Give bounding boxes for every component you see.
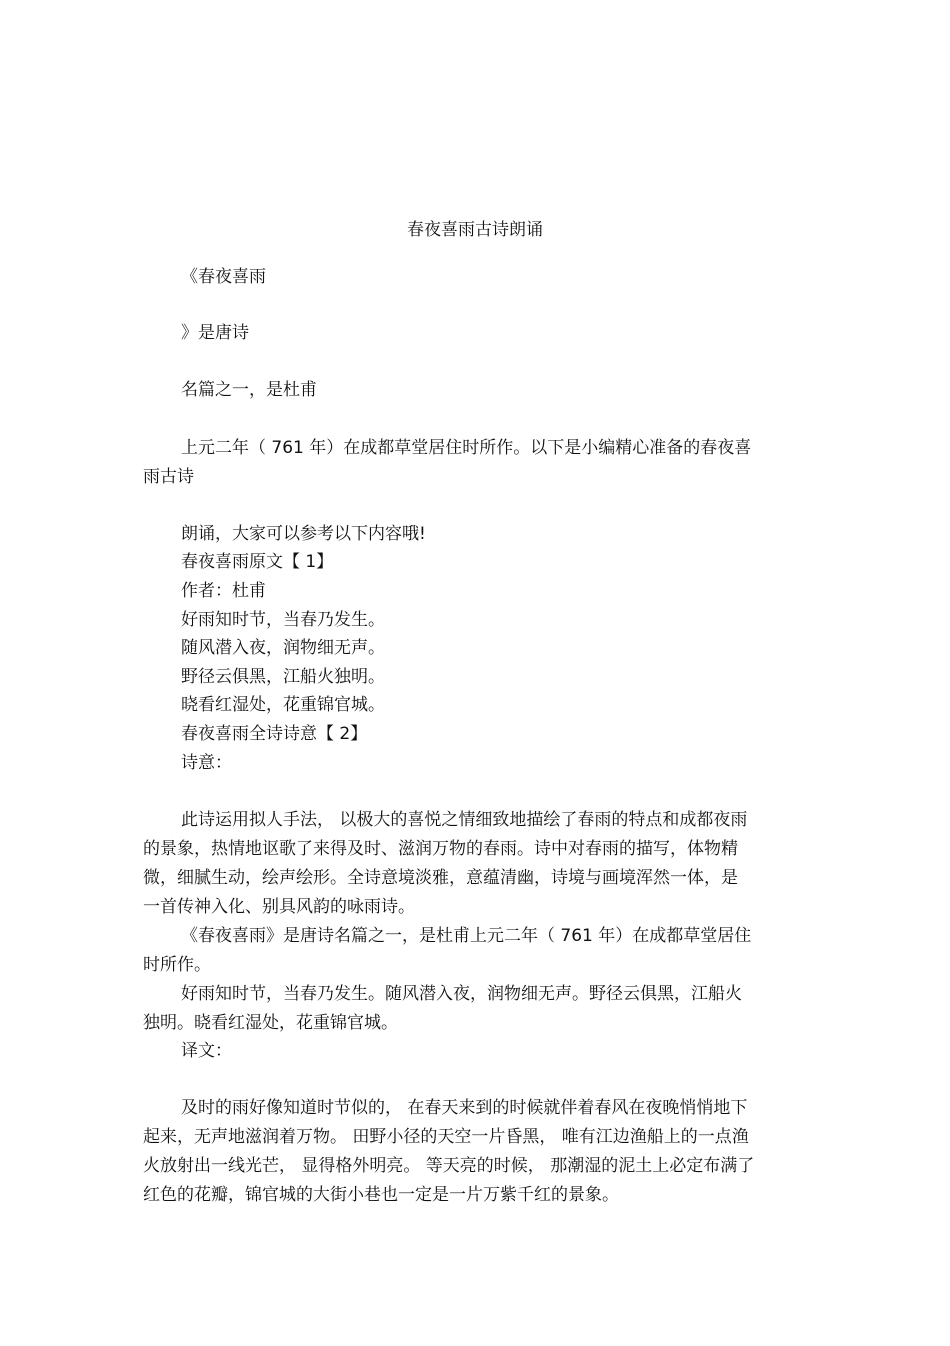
intro-line: 《春夜喜雨 [181, 267, 266, 287]
poem-line: 晓看红湿处，花重锦官城。 [181, 695, 385, 715]
meaning-label: 诗意： [181, 753, 232, 773]
translation-para-line: 起来，无声地滋润着万物。 田野小径的天空一片昏黑， 唯有江边渔船上的一点渔 [143, 1127, 749, 1147]
poem-author: 作者：杜甫 [181, 581, 266, 601]
translation-label: 译文： [181, 1041, 232, 1061]
poem-para-line: 独明。晓看红湿处，花重锦官城。 [143, 1013, 398, 1033]
meaning-para-line: 一首传神入化、别具风韵的咏雨诗。 [143, 897, 415, 917]
poem-line: 好雨知时节，当春乃发生。 [181, 610, 385, 630]
translation-para-line: 火放射出一线光芒， 显得格外明亮。 等天亮的时候， 那潮湿的泥土上必定布满了 [143, 1156, 755, 1176]
background-para-line: 时所作。 [143, 955, 211, 975]
document-title: 春夜喜雨古诗朗诵 [407, 220, 543, 240]
background-para-line: 《春夜喜雨》是唐诗名篇之一，是杜甫上元二年（ 761 年）在成都草堂居住 [181, 926, 752, 946]
poem-para-line: 好雨知时节，当春乃发生。随风潜入夜，润物细无声。野径云俱黑，江船火 [181, 984, 742, 1004]
section-heading-meaning: 春夜喜雨全诗诗意【 2】 [181, 724, 368, 744]
meaning-para-line: 微，细腻生动，绘声绘形。全诗意境淡雅，意蕴清幽，诗境与画境浑然一体，是 [143, 868, 738, 888]
intro-line: 》是唐诗 [181, 323, 249, 343]
intro-line: 上元二年（ 761 年）在成都草堂居住时所作。以下是小编精心准备的春夜喜 [181, 438, 752, 458]
intro-line: 名篇之一，是杜甫 [181, 380, 317, 400]
intro-line: 雨古诗 [143, 467, 194, 487]
intro-line: 朗诵，大家可以参考以下内容哦! [181, 524, 426, 544]
meaning-para-line: 的景象，热情地讴歌了来得及时、滋润万物的春雨。诗中对春雨的描写，体物精 [143, 839, 738, 859]
translation-para-line: 及时的雨好像知道时节似的， 在春天来到的时候就伴着春风在夜晚悄悄地下 [181, 1098, 748, 1118]
translation-para-line: 红色的花瓣，锦官城的大街小巷也一定是一片万紫千红的景象。 [143, 1185, 619, 1205]
meaning-para-line: 此诗运用拟人手法， 以极大的喜悦之情细致地描绘了春雨的特点和成都夜雨 [181, 810, 748, 830]
poem-line: 野径云俱黑，江船火独明。 [181, 667, 385, 687]
section-heading-original: 春夜喜雨原文【 1】 [181, 552, 334, 572]
poem-line: 随风潜入夜，润物细无声。 [181, 638, 385, 658]
